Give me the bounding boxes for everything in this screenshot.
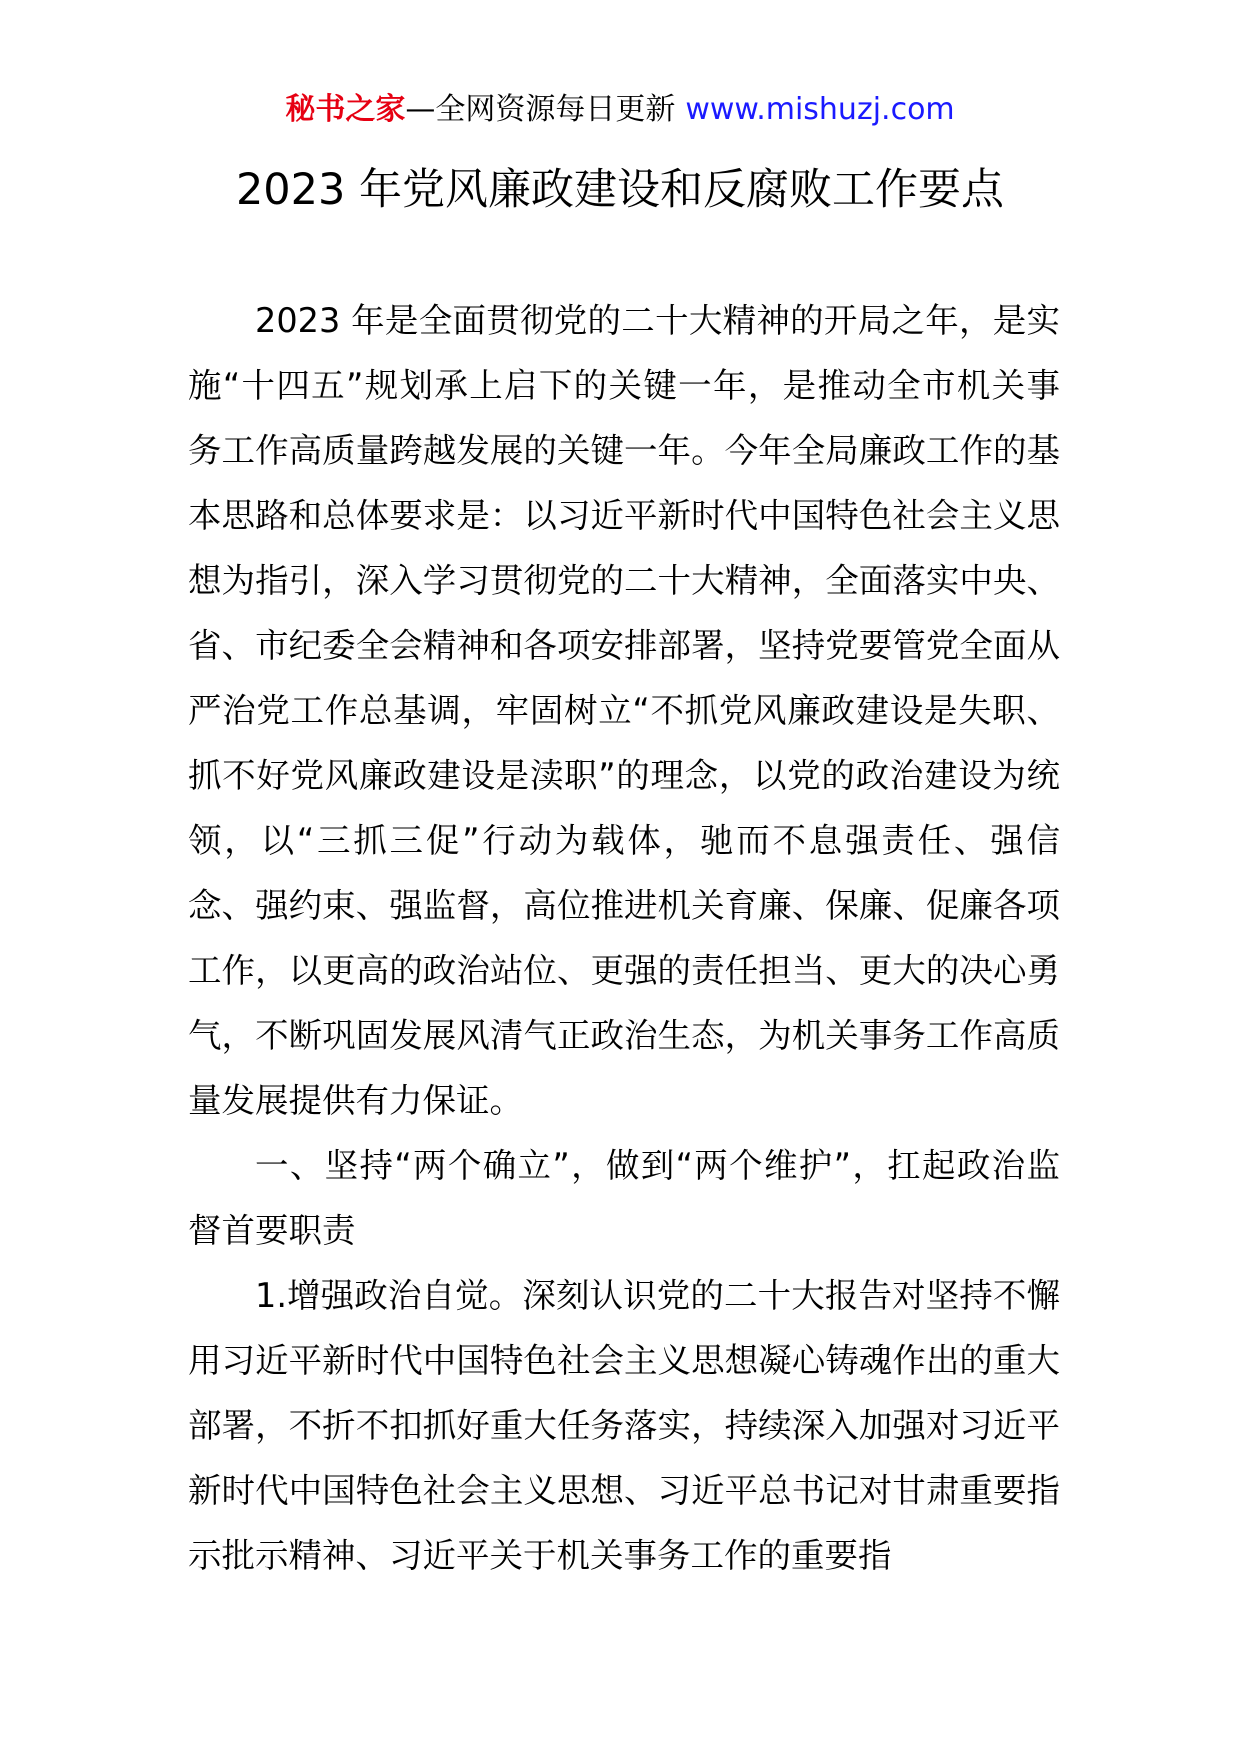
- site-header: [0, 92, 1240, 128]
- header-slogan: —全网资源每日更新: [405, 92, 676, 127]
- document-body: [188, 288, 1060, 1588]
- brand-name: 秘书之家: [285, 92, 406, 127]
- section-heading-1: 一、坚持“两个确立”，做到“两个维护”，扛起政治监督首要职责: [188, 1146, 1060, 1250]
- paragraph-item-1: 1.增强政治自觉。深刻认识党的二十大报告对坚持不懈用习近平新时代中国特色社会主义思想凝心铸魂作出的重大部署，不折不扣抓好重大任务落实，持续深入加强对习近平新时代中国特色社会主义思想、习近平总书记对甘肃重要指示批示精神、习近平关于机关事务工作的重要指: [188, 1276, 1060, 1575]
- site-url-link[interactable]: www.mishuzj.com: [685, 92, 955, 127]
- paragraph-intro: 2023 年是全面贯彻党的二十大精神的开局之年，是实施“十四五”规划承上启下的关键一年，是推动全市机关事务工作高质量跨越发展的关键一年。今年全局廉政工作的基本思路和总体要求是：以习近平新时代中国特色社会主义思想为指引，深入学习贯彻党的二十大精神，全面落实中央、省、市纪委全会精神和各项安排部署，坚持党要管党全面从严治党工作总基调，牢固树立“不抓党风廉政建设是失职、抓不好党风廉政建设是渎职”的理念，以党的政治建设为统领，以“三抓三促”行动为载体，驰而不息强责任、强信念、强约束、强监督，高位推进机关育廉、保廉、促廉各项工作，以更高的政治站位、更强的责任担当、更大的决心勇气，不断巩固发展风清气正政治生态，为机关事务工作高质量发展提供有力保证。: [188, 301, 1060, 1120]
- document-title: 2023 年党风廉政建设和反腐败工作要点: [235, 165, 1005, 215]
